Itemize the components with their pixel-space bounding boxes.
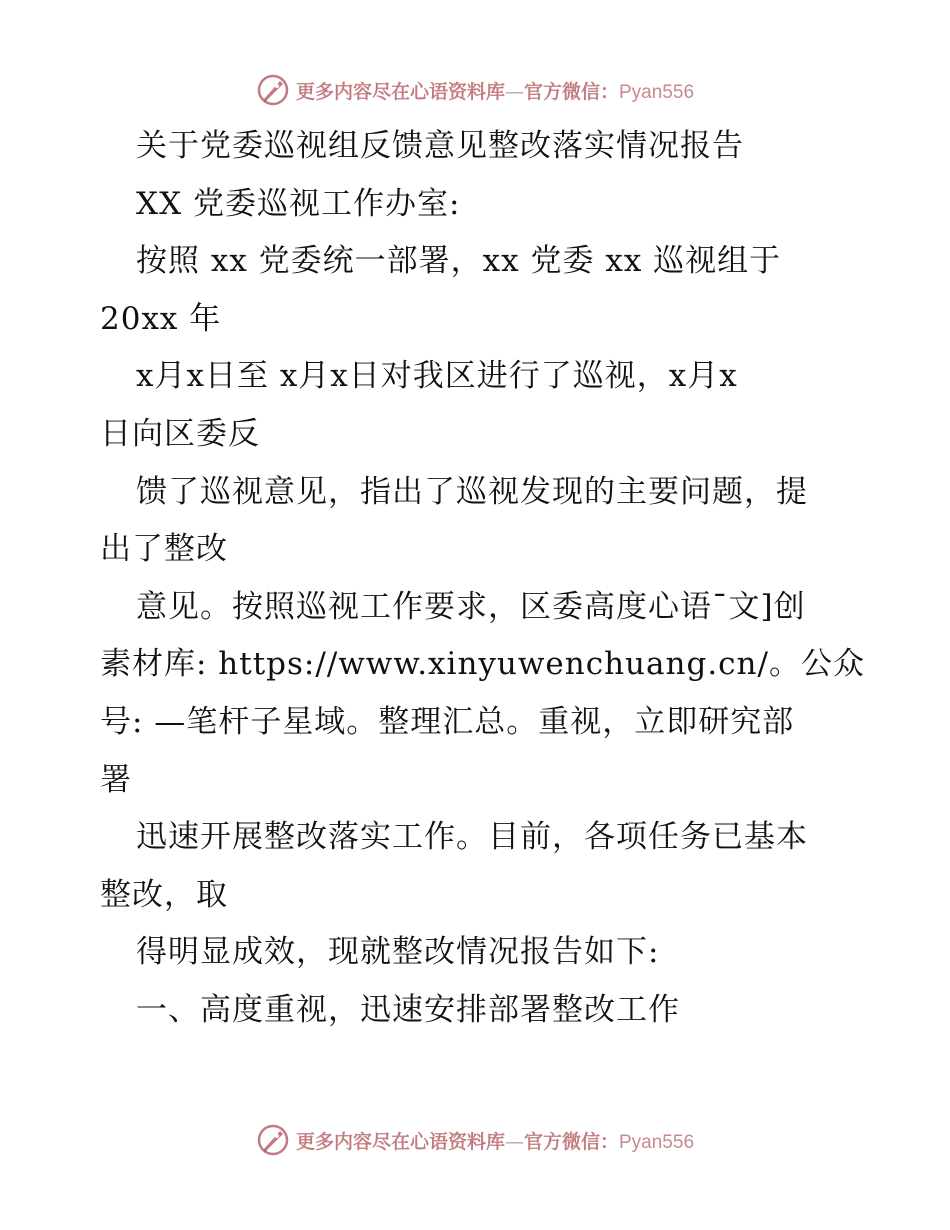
watermark-wechat-id: Pyan556 (619, 1131, 695, 1153)
document-line: 署 (100, 761, 132, 798)
watermark-text (296, 1127, 694, 1154)
watermark-separator: — (504, 1130, 524, 1153)
document-line: 得明显成效，现就整改情况报告如下: (136, 934, 660, 971)
header-watermark (0, 70, 950, 110)
document-line: 20xx 年 (100, 300, 222, 337)
watermark-main-text: 更多内容尽在心语资料库 (295, 80, 505, 103)
document-line: 馈了巡视意见，指出了巡视发现的主要问题，提 (136, 473, 808, 510)
document-line: x月x日至 x月x日对我区进行了巡视，x月x (136, 358, 738, 395)
quill-pen-logo-icon (256, 73, 290, 107)
document-body (100, 118, 865, 1040)
document-line: 出了整改 (100, 531, 228, 568)
watermark-wechat-label: 官方微信： (523, 80, 619, 103)
document-line: XX 党委巡视工作办室: (136, 185, 461, 222)
document-line: 日向区委反 (100, 415, 260, 452)
document-line: 号: —笔杆子星域。整理汇总。重视，立即研究部 (100, 703, 795, 740)
document-line: 迅速开展整改落实工作。目前，各项任务已基本 (136, 819, 808, 856)
document-line: 整改，取 (100, 876, 228, 913)
footer-watermark (0, 1120, 950, 1160)
watermark-text (296, 77, 694, 104)
watermark-main-text: 更多内容尽在心语资料库 (295, 1130, 505, 1153)
section-heading: 一、高度重视，迅速安排部署整改工作 (136, 991, 680, 1028)
document-title: 关于党委巡视组反馈意见整改落实情况报告 (136, 128, 744, 164)
quill-pen-logo-icon (256, 1123, 290, 1157)
document-line: 按照 xx 党委统一部署，xx 党委 xx 巡视组于 (136, 243, 782, 280)
watermark-wechat-id: Pyan556 (619, 81, 695, 103)
document-line: 意见。按照巡视工作要求，区委高度心语¯文]创 (136, 588, 806, 625)
watermark-separator: — (504, 80, 524, 103)
document-line: 素材库: https://www.xinyuwenchuang.cn/。公众 (100, 646, 865, 683)
watermark-wechat-label: 官方微信： (523, 1130, 619, 1153)
